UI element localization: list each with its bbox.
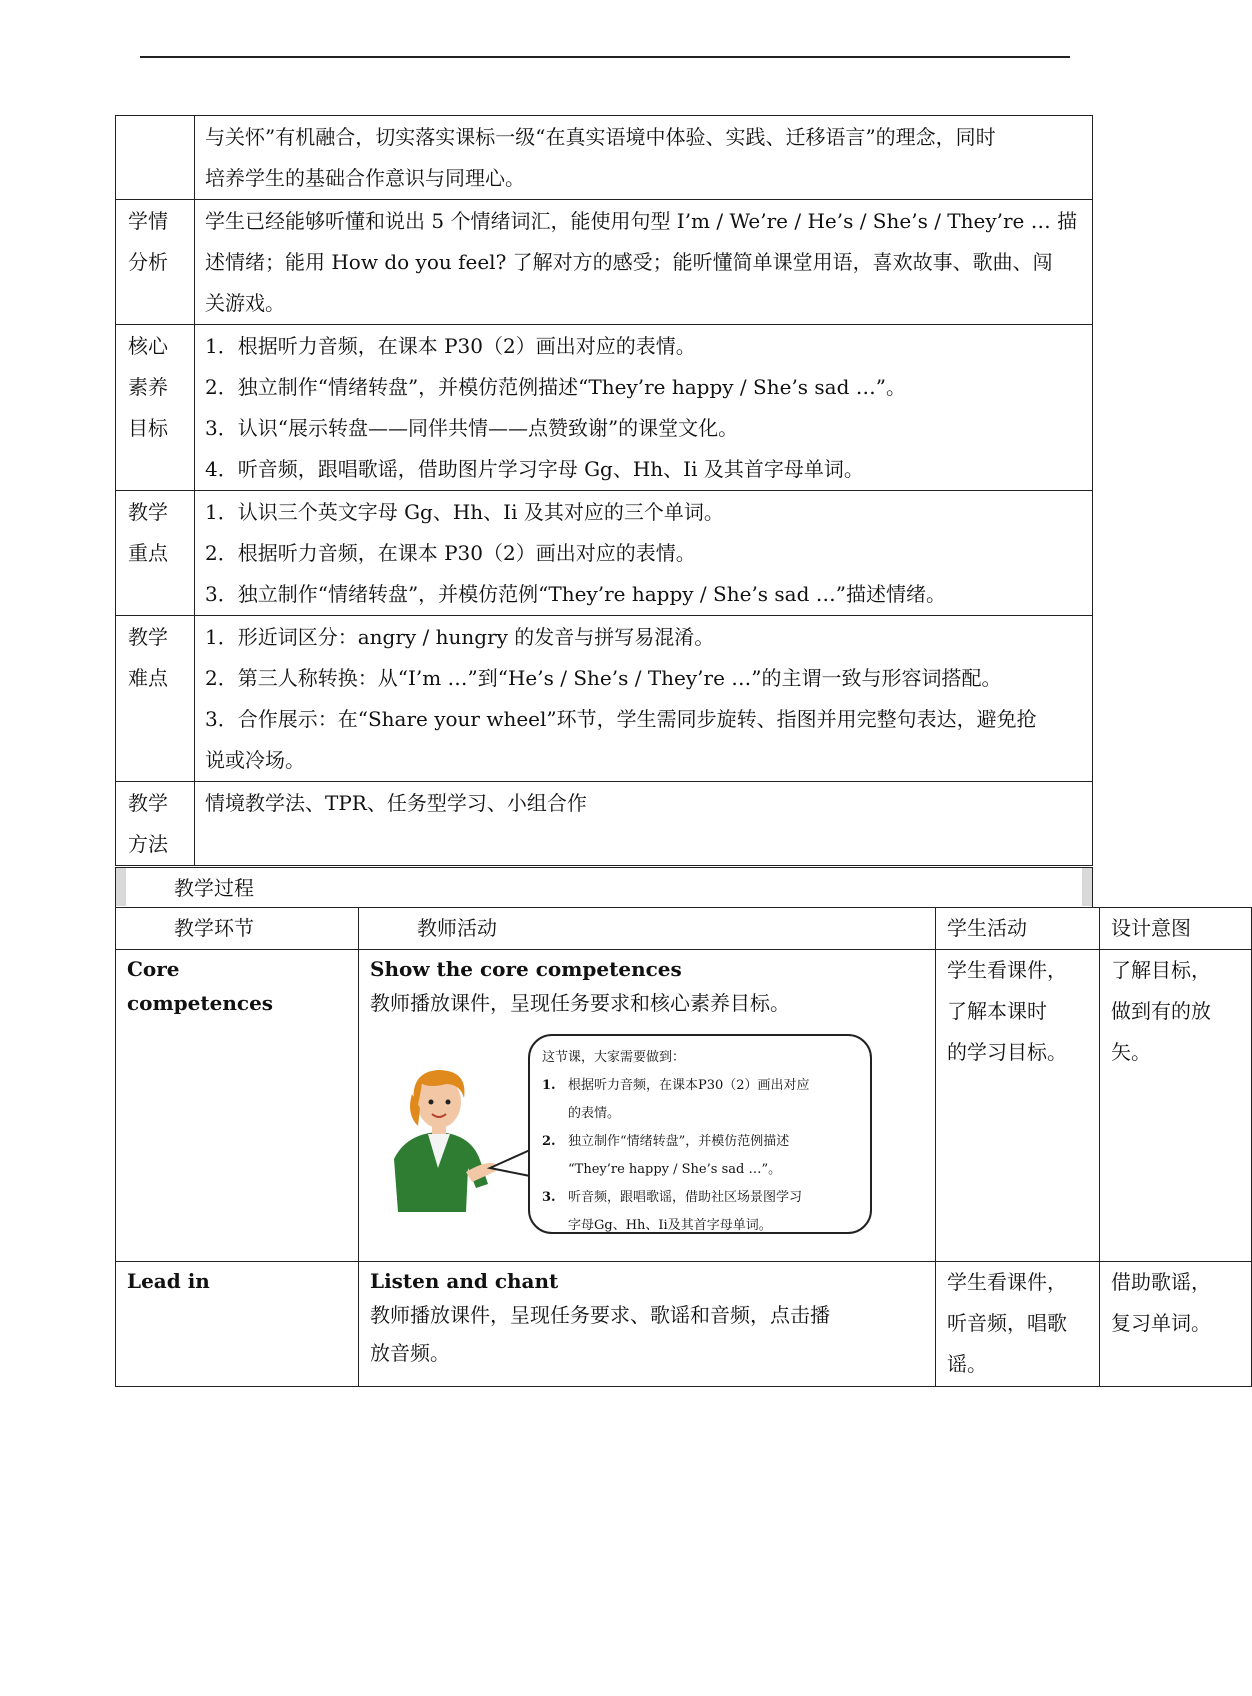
header-intent: 设计意图	[1100, 908, 1252, 950]
speech-bubble: 这节课，大家需要做到： 1. 根据听力音频，在课本P30（2）画出对应 的表情。 2. 独立制作“情绪转盘”，并模仿范例描述 “They’re happy / She’s sad …”。 3. 听音频，跟唱歌谣，借助社区场景图学习 字母Gg、Hh、Ii及其首字母单词。	[528, 1034, 872, 1234]
table-row	[116, 325, 1093, 491]
row-content: 情境教学法、TPR、任务型学习、小组合作	[195, 782, 1093, 866]
teacher-figure-icon	[376, 1064, 506, 1214]
header-stage: 教学环节	[116, 908, 359, 950]
teacher-cell: Show the core competences 教师播放课件，呈现任务要求和核心素养目标。 这节课，大家需要做到： 1. 根据听力音频，在课本P30（2）画出对应 的表情。 2. 独立制作“情绪转盘”，并模仿范例描述 “They’re happy / She’s sad …”。 3. 听音频，跟唱歌谣，借助社区场景图学习 字母Gg、Hh、Ii及其首字母单词。	[359, 950, 936, 1262]
table-row	[116, 116, 1093, 200]
shade-left	[116, 868, 126, 906]
row-content: 1．形近词区分：angry / hungry 的发音与拼写易混淆。 2．第三人称转换：从“I’m …”到“He’s / She’s / They’re …”的主谓一致与形容词搭配。 3．合作展示：在“Share your wheel”环节，学生需同步旋转、指图并用完整句表达，避免抢 说或冷场。	[195, 616, 1093, 782]
process-title: 教学过程	[174, 876, 254, 900]
stage-cell: Core competences	[116, 950, 359, 1262]
header-student: 学生活动	[936, 908, 1100, 950]
student-cell: 学生看课件， 听音频，唱歌 谣。	[936, 1262, 1100, 1387]
row-label: 学情 分析	[116, 200, 195, 325]
slide-illustration	[370, 1026, 927, 1261]
header-rule	[140, 56, 1070, 58]
row-label: 教学 方法	[116, 782, 195, 866]
table-row	[116, 491, 1093, 616]
lesson-info-table	[115, 115, 1093, 866]
student-cell: 学生看课件， 了解本课时 的学习目标。	[936, 950, 1100, 1262]
row-content: 与关怀”有机融合，切实落实课标一级“在真实语境中体验、实践、迁移语言”的理念，同时 培养学生的基础合作意识与同理心。	[195, 116, 1093, 200]
row-content: 学生已经能够听懂和说出 5 个情绪词汇，能使用句型 I’m / We’re / He’s / She’s / They’re … 描 述情绪；能用 How do you feel? 了解对方的感受；能听懂简单课堂用语，喜欢故事、歌曲、闯 关游戏。	[195, 200, 1093, 325]
table-row	[116, 782, 1093, 866]
table-row	[116, 950, 1252, 1262]
row-content: 1．根据听力音频，在课本 P30（2）画出对应的表情。 2．独立制作“情绪转盘”，并模仿范例描述“They’re happy / She’s sad …”。 3．认识“展示转盘——同伴共情——点赞致谢”的课堂文化。 4．听音频，跟唱歌谣，借助图片学习字母 Gg、Hh、Ii 及其首字母单词。	[195, 325, 1093, 491]
table-row	[116, 200, 1093, 325]
intent-cell: 了解目标， 做到有的放 矢。	[1100, 950, 1252, 1262]
table-row	[116, 1262, 1252, 1387]
process-header-row	[116, 908, 1252, 950]
row-label: 教学 难点	[116, 616, 195, 782]
process-title-bar	[115, 867, 1093, 907]
header-teacher: 教师活动	[359, 908, 936, 950]
intent-cell: 借助歌谣， 复习单词。	[1100, 1262, 1252, 1387]
row-label: 核心 素养 目标	[116, 325, 195, 491]
row-label: 教学 重点	[116, 491, 195, 616]
table-row	[116, 616, 1093, 782]
teacher-cell: Listen and chant 教师播放课件，呈现任务要求、歌谣和音频，点击播 放音频。	[359, 1262, 936, 1387]
process-table	[115, 907, 1252, 1387]
shade-right	[1082, 868, 1092, 906]
row-label-empty	[116, 116, 195, 200]
row-content: 1．认识三个英文字母 Gg、Hh、Ii 及其对应的三个单词。 2．根据听力音频，在课本 P30（2）画出对应的表情。 3．独立制作“情绪转盘”，并模仿范例“They’re happy / She’s sad …”描述情绪。	[195, 491, 1093, 616]
stage-cell: Lead in	[116, 1262, 359, 1387]
